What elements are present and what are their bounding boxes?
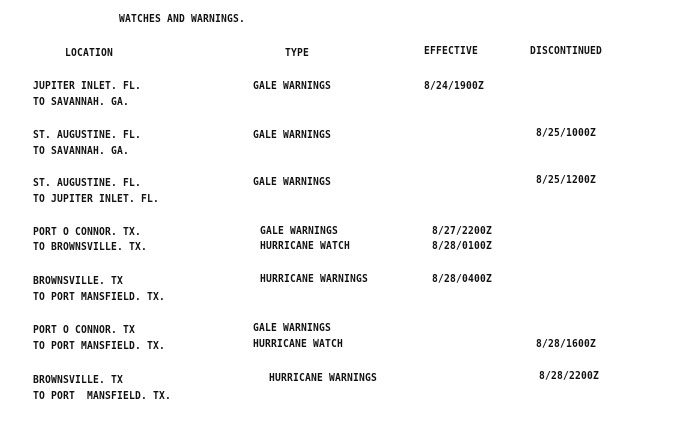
entry-location-line: TO PORT MANSFIELD. TX. bbox=[33, 291, 166, 303]
header-location: LOCATION bbox=[65, 47, 114, 59]
entry-type: GALE WARNINGS bbox=[253, 80, 331, 92]
entry-location-line: BROWNSVILLE. TX bbox=[33, 374, 124, 386]
entry-discontinued: 8/28/2200Z bbox=[539, 370, 600, 382]
entry-location-line: ST. AUGUSTINE. FL. bbox=[33, 129, 141, 141]
entry-location-line: PORT O CONNOR. TX bbox=[33, 324, 136, 336]
header-type: TYPE bbox=[285, 47, 310, 59]
entry-discontinued: 8/28/1600Z bbox=[536, 338, 597, 350]
header-effective: EFFECTIVE bbox=[424, 45, 479, 57]
entry-type: HURRICANE WATCH bbox=[260, 240, 351, 252]
entry-location-line: TO PORT MANSFIELD. TX. bbox=[33, 340, 166, 352]
entry-type: GALE WARNINGS bbox=[253, 129, 331, 141]
entry-location-line: JUPITER INLET. FL. bbox=[33, 80, 141, 92]
entry-type: HURRICANE WARNINGS bbox=[260, 273, 368, 285]
entry-type: HURRICANE WATCH bbox=[253, 338, 344, 350]
entry-type: GALE WARNINGS bbox=[260, 225, 338, 237]
entry-location-line: PORT O CONNOR. TX. bbox=[33, 226, 141, 238]
entry-discontinued: 8/25/1200Z bbox=[536, 174, 597, 186]
entry-type: GALE WARNINGS bbox=[253, 322, 331, 334]
entry-location-line: TO SAVANNAH. GA. bbox=[33, 145, 130, 157]
entry-effective: 8/27/2200Z bbox=[432, 225, 493, 237]
header-discontinued: DISCONTINUED bbox=[530, 45, 603, 57]
entry-location-line: TO BROWNSVILLE. TX. bbox=[33, 241, 148, 253]
entry-type: GALE WARNINGS bbox=[253, 176, 331, 188]
entry-effective: 8/28/0100Z bbox=[432, 240, 493, 252]
entry-location-line: TO SAVANNAH. GA. bbox=[33, 96, 130, 108]
entry-effective: 8/28/0400Z bbox=[432, 273, 493, 285]
entry-location-line: TO PORT MANSFIELD. TX. bbox=[33, 390, 171, 402]
entry-discontinued: 8/25/1000Z bbox=[536, 127, 597, 139]
entry-effective: 8/24/1900Z bbox=[424, 80, 485, 92]
entry-location-line: ST. AUGUSTINE. FL. bbox=[33, 177, 141, 189]
entry-location-line: TO JUPITER INLET. FL. bbox=[33, 193, 159, 205]
document-title: WATCHES AND WARNINGS. bbox=[119, 13, 245, 25]
entry-type: HURRICANE WARNINGS bbox=[269, 372, 377, 384]
entry-location-line: BROWNSVILLE. TX bbox=[33, 275, 124, 287]
